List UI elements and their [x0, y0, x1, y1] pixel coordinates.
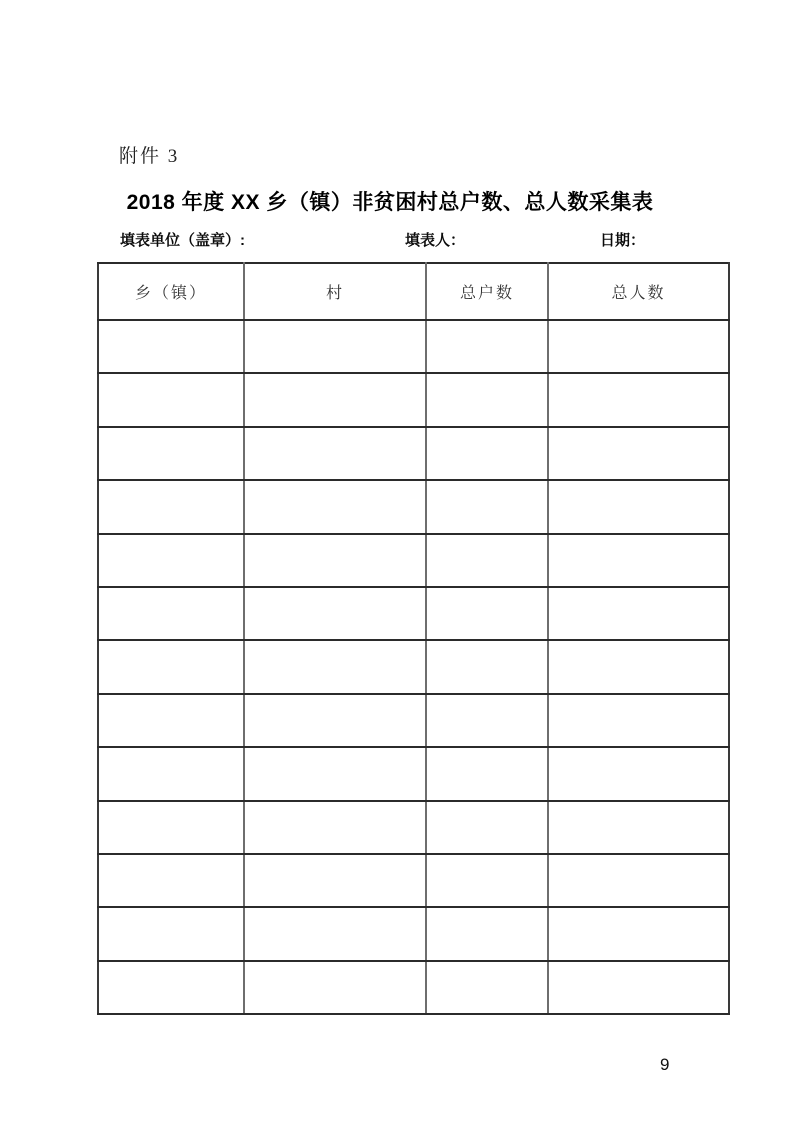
table-cell [548, 427, 729, 480]
table-cell [98, 373, 244, 426]
table-cell [244, 320, 426, 373]
table-cell [244, 854, 426, 907]
table-cell [426, 747, 548, 800]
header-total-population: 总人数 [548, 263, 729, 320]
attachment-label: 附件 3 [119, 146, 180, 167]
header-village: 村 [244, 263, 426, 320]
table-cell [548, 534, 729, 587]
table-cell [98, 480, 244, 533]
form-unit-label: 填表单位（盖章）: [120, 232, 245, 249]
table-cell [98, 747, 244, 800]
form-date-label: 日期： [600, 232, 646, 249]
table-cell [426, 854, 548, 907]
table-cell [426, 320, 548, 373]
table-cell [244, 640, 426, 693]
table-cell [98, 854, 244, 907]
table-cell [548, 854, 729, 907]
table-cell [98, 694, 244, 747]
table-row [98, 480, 729, 533]
form-filler-label: 填表人： [405, 232, 466, 249]
table-cell [548, 320, 729, 373]
table-row [98, 373, 729, 426]
table-cell [548, 373, 729, 426]
table-row [98, 801, 729, 854]
page-number: 9 [660, 1055, 670, 1074]
table-cell [426, 907, 548, 960]
page-title: 2018 年度 XX 乡（镇）非贫困村总户数、总人数采集表 [126, 191, 654, 214]
table-row [98, 640, 729, 693]
table-row [98, 320, 729, 373]
table-row [98, 747, 729, 800]
table-cell [98, 587, 244, 640]
header-total-households: 总户数 [426, 263, 548, 320]
table-cell [426, 587, 548, 640]
table-row [98, 427, 729, 480]
table-cell [98, 961, 244, 1014]
table-cell [426, 961, 548, 1014]
table-cell [244, 747, 426, 800]
table-cell [548, 480, 729, 533]
table-cell [548, 747, 729, 800]
table-cell [244, 961, 426, 1014]
table-cell [244, 373, 426, 426]
table-cell [426, 373, 548, 426]
table-cell [426, 640, 548, 693]
table-cell [244, 480, 426, 533]
table-row [98, 587, 729, 640]
table-cell [426, 427, 548, 480]
table-row [98, 534, 729, 587]
table-row [98, 694, 729, 747]
table-cell [548, 907, 729, 960]
table-cell [244, 907, 426, 960]
table-cell [244, 694, 426, 747]
table-cell [98, 801, 244, 854]
table-row [98, 854, 729, 907]
table-header-row [98, 263, 729, 320]
table-cell [548, 587, 729, 640]
table-cell [98, 907, 244, 960]
table-row [98, 907, 729, 960]
table-cell [426, 534, 548, 587]
table-cell [244, 801, 426, 854]
table-cell [548, 640, 729, 693]
table-cell [98, 427, 244, 480]
table-body [98, 320, 729, 1014]
header-township: 乡（镇） [98, 263, 244, 320]
table-cell [426, 480, 548, 533]
table-cell [98, 640, 244, 693]
table-cell [244, 534, 426, 587]
table-cell [98, 534, 244, 587]
table-cell [98, 320, 244, 373]
table-cell [548, 694, 729, 747]
collection-table [97, 262, 730, 1015]
table-cell [426, 801, 548, 854]
table-cell [548, 961, 729, 1014]
table-row [98, 961, 729, 1014]
table-cell [426, 694, 548, 747]
form-line [0, 229, 793, 251]
table-cell [244, 427, 426, 480]
table-cell [244, 587, 426, 640]
table-cell [548, 801, 729, 854]
